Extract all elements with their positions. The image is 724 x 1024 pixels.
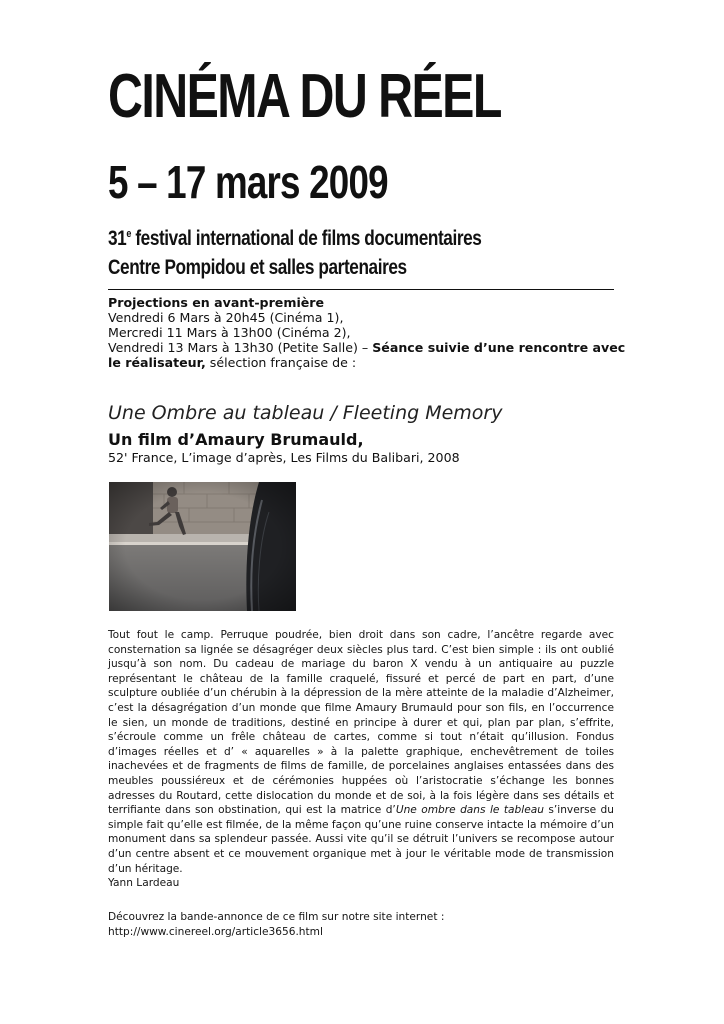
synopsis-author: Yann Lardeau	[108, 877, 180, 890]
film-still-image	[109, 482, 296, 611]
film-synopsis	[108, 628, 614, 891]
festival-dates: 5 – 17 mars 2009	[108, 156, 388, 208]
film-still-photo	[109, 482, 296, 611]
festival-venue: Centre Pompidou et salles partenaires	[108, 256, 407, 279]
festival-title: CINÉMA DU RÉEL	[108, 62, 501, 131]
screening-3	[108, 340, 626, 355]
header-divider	[108, 289, 614, 290]
projections-heading: Projections en avant-première	[108, 295, 325, 310]
film-details: 52' France, L’image d’après, Les Films du Balibari, 2008	[108, 450, 460, 465]
selection-label: sélection française de :	[205, 355, 357, 370]
trailer-text: Découvrez la bande-annonce de ce film sur notre site internet :	[108, 911, 445, 923]
edition-suffix: e	[126, 228, 131, 240]
screening-3-note-end: le réalisateur,	[108, 355, 206, 370]
screening-3-continued	[108, 355, 618, 370]
edition-number: 31	[108, 227, 127, 250]
film-director: Un film d’Amaury Brumauld,	[108, 430, 364, 449]
screening-3-note: Séance suivie d’une rencontre avec	[372, 340, 626, 355]
screening-2: Mercredi 11 Mars à 13h00 (Cinéma 2),	[108, 325, 351, 340]
festival-edition-line	[108, 220, 481, 253]
screening-3-time: Vendredi 13 Mars à 13h30 (Petite Salle) –	[108, 340, 373, 355]
synopsis-italic-title: Une ombre dans le tableau	[395, 804, 544, 817]
projections-block	[108, 295, 626, 370]
festival-description: festival international de films documentaires	[135, 227, 482, 250]
synopsis-paragraph	[108, 628, 614, 876]
trailer-info	[108, 910, 614, 939]
film-title: Une Ombre au tableau / Fleeting Memory	[108, 402, 503, 424]
trailer-link[interactable]: http://www.cinereel.org/article3656.html	[108, 925, 323, 938]
festival-subtitle	[108, 220, 481, 282]
synopsis-text-start: Tout fout le camp. Perruque poudrée, bien droit dans son cadre, l’ancêtre regarde avec consternation sa lignée se désagréger deux siècles plus tard. C’est bien simple : ils ont oublié jusqu’à son nom. Du cadeau de mariage du baron X vendu à un antiquaire au puzzle représentant le château de la famille craquelé, fissuré et percé de part en part, d’une sculpture oubliée d’un chérubin à la dépression de la mère atteinte de la maladie d’Alzheimer, c’est la désagrégation d’un monde que filme Amaury Brumauld pour son fils, en l’occurrence le sien, un monde de traditions, destiné en principe à durer et qui, plan par plan, s’effrite, s’écroule comme un frêle château de cartes, comme si tout n’était qu’illusion. Fondus d’images réelles et d’ « aquarelles » à la palette graphique, enchevêtrement de toiles inachevées et de fragments de films de famille, de porcelaines anglaises entassées dans des meubles poussiéreux et de cérémonies huppées où l’aristocratie s’échange les bonnes adresses du Routard, cette dislocation du monde et de soi, à la fois légère dans ses détails et terrifiante dans son obstination, qui est la matrice d’	[108, 629, 614, 817]
screening-1: Vendredi 6 Mars à 20h45 (Cinéma 1),	[108, 310, 344, 325]
synopsis-text-end: s’inverse du simple fait qu’elle est filmée, de la même façon qu’une ruine conserve intacte la mémoire d’un monument dans sa splendeur passée. Aussi vite qu’il se détruit l’univers se recompose autour d’un centre absent et ce mouvement organique met à jour le véritable mode de transmission d’un héritage.	[108, 804, 614, 875]
